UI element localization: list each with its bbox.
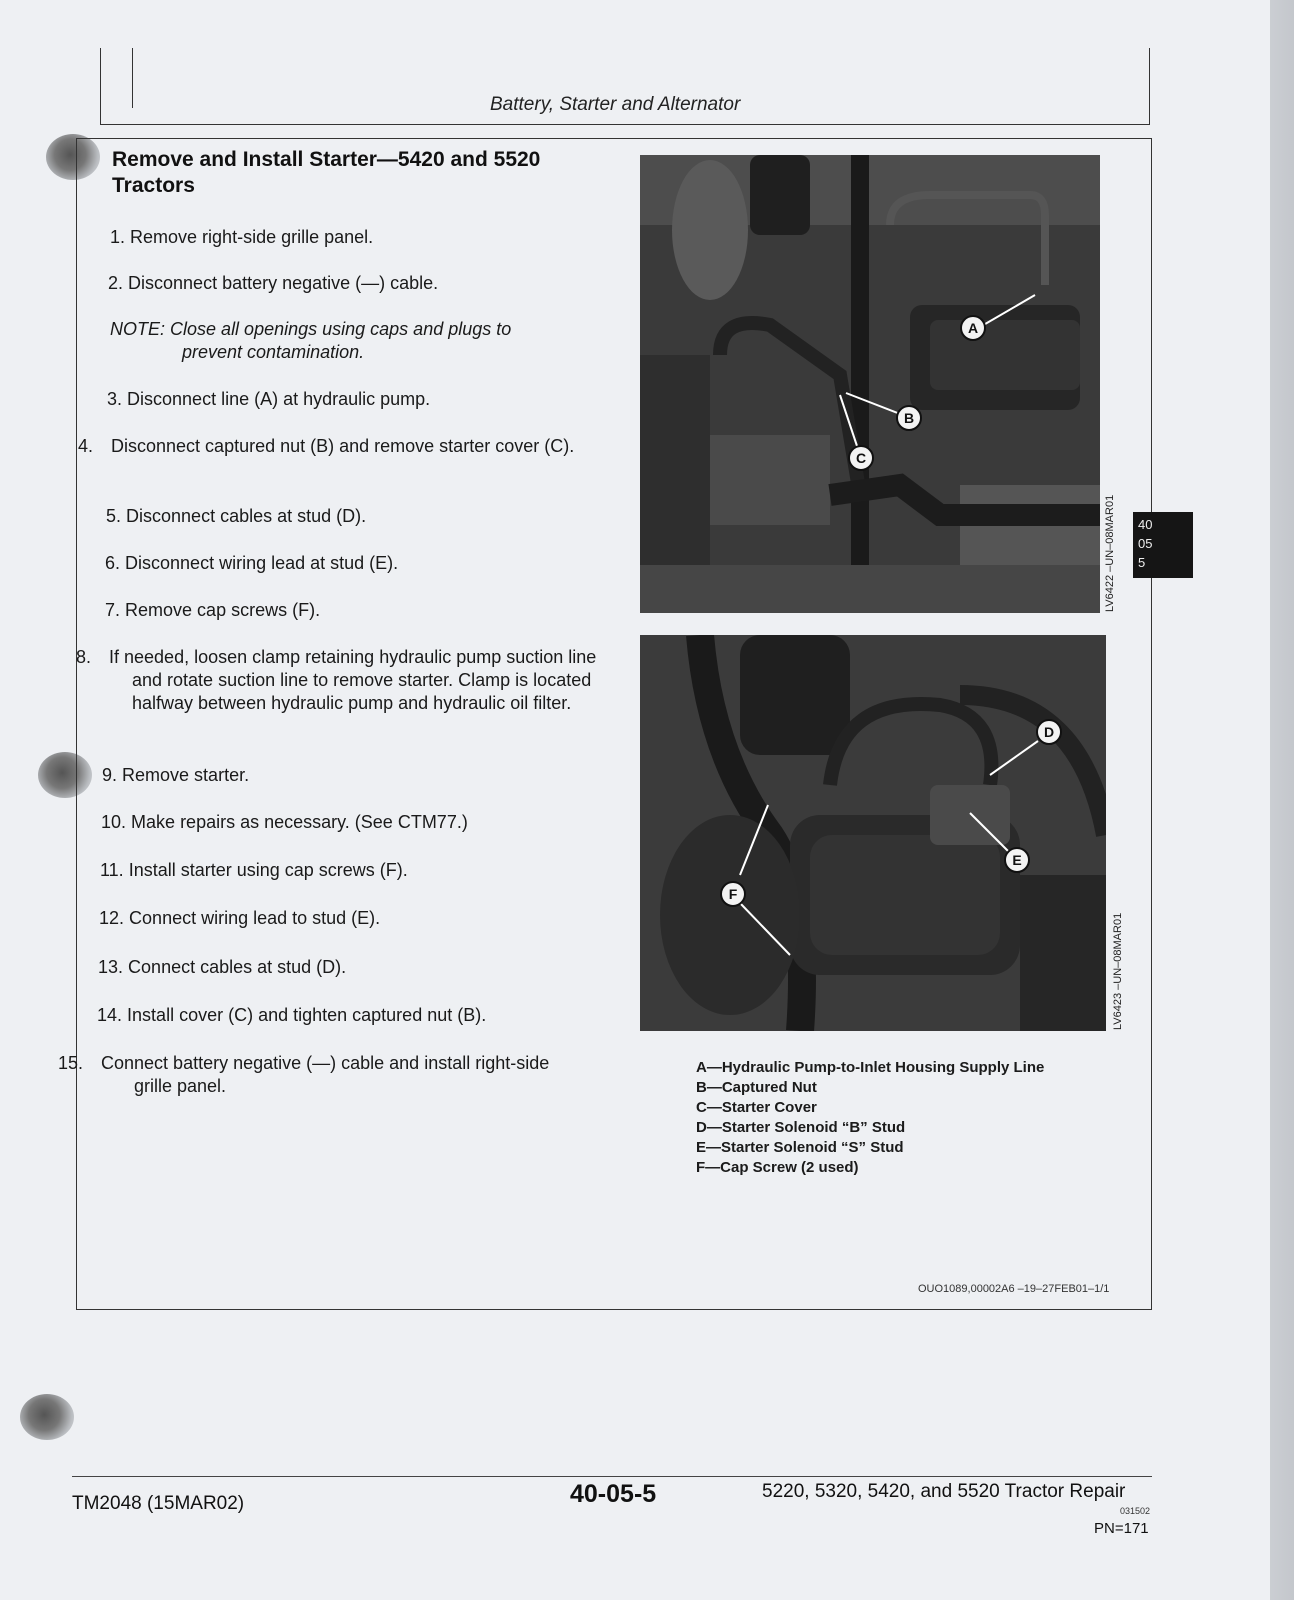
legend-item-d: D—Starter Solenoid “B” Stud bbox=[696, 1119, 906, 1136]
step-1: 1. Remove right-side grille panel. bbox=[110, 227, 374, 247]
footer-date-code: 031502 bbox=[1120, 1506, 1151, 1516]
section-title: Remove and Install Starter—5420 and 5520 Tractors bbox=[112, 148, 541, 197]
step-15: 15. Connect battery negative (—) cable and install right-side grille panel. bbox=[58, 1053, 550, 1096]
note-label: NOTE: bbox=[110, 319, 166, 339]
step-11: 11. Install starter using cap screws (F). bbox=[100, 860, 408, 880]
step-3: 3. Disconnect line (A) at hydraulic pump. bbox=[107, 389, 431, 409]
step-4: 4. Disconnect captured nut (B) and remove starter cover (C). bbox=[78, 436, 575, 456]
running-head: Battery, Starter and Alternator bbox=[490, 94, 741, 115]
figure-bottom-leader-lines bbox=[640, 635, 1106, 1031]
figure-top-code: LV6422 –UN–08MAR01 bbox=[1104, 494, 1116, 612]
step-10: 10. Make repairs as necessary. (See CTM77.) bbox=[101, 812, 468, 832]
callout-c: C bbox=[848, 445, 874, 471]
callout-e: E bbox=[1004, 847, 1030, 873]
step-13: 13. Connect cables at stud (D). bbox=[98, 957, 347, 977]
step-7: 7. Remove cap screws (F). bbox=[105, 600, 321, 620]
step-14: 14. Install cover (C) and tighten captured nut (B). bbox=[97, 1005, 487, 1025]
tab-line-1: 40 bbox=[1138, 517, 1153, 532]
footer-manual-title: 5220, 5320, 5420, and 5520 Tractor Repair bbox=[762, 1481, 1126, 1502]
legend-item-b: B—Captured Nut bbox=[696, 1079, 817, 1096]
legend-item-e: E—Starter Solenoid “S” Stud bbox=[696, 1139, 904, 1156]
callout-f: F bbox=[720, 881, 746, 907]
callout-a: A bbox=[960, 315, 986, 341]
binder-hole-bottom bbox=[20, 1394, 74, 1440]
footer-pn: PN=171 bbox=[1094, 1520, 1149, 1537]
step-12: 12. Connect wiring lead to stud (E). bbox=[99, 908, 381, 928]
starter-photo-top bbox=[640, 155, 1100, 613]
note bbox=[110, 318, 630, 364]
legend-item-f: F—Cap Screw (2 used) bbox=[696, 1159, 859, 1176]
callout-b: B bbox=[896, 405, 922, 431]
page-number: 40-05-5 bbox=[570, 1480, 657, 1508]
figure-bottom-code: LV6423 –UN–08MAR01 bbox=[1112, 912, 1124, 1030]
legend-item-c: C—Starter Cover bbox=[696, 1099, 817, 1116]
step-2: 2. Disconnect battery negative (—) cable. bbox=[108, 273, 439, 293]
figure-top-leader-lines bbox=[640, 155, 1100, 613]
step-5: 5. Disconnect cables at stud (D). bbox=[106, 506, 367, 526]
header-divider bbox=[132, 48, 133, 108]
step-9: 9. Remove starter. bbox=[102, 765, 250, 785]
step-8: 8. If needed, loosen clamp retaining hydraulic pump suction line and rotate suction line to remove starter. Clamp is located halfway between hydraulic pump and hydraulic oil filter. bbox=[76, 647, 597, 713]
note-text-line2: prevent contamination. bbox=[182, 342, 365, 362]
starter-photo-bottom bbox=[640, 635, 1106, 1031]
section-tab bbox=[1133, 512, 1193, 578]
footer-manual-id: TM2048 (15MAR02) bbox=[72, 1493, 245, 1514]
note-text-line1: Close all openings using caps and plugs to bbox=[170, 319, 512, 339]
reference-code: OUO1089,00002A6 –19–27FEB01–1/1 bbox=[918, 1283, 1110, 1295]
tab-line-3: 5 bbox=[1138, 555, 1146, 570]
footer-rule bbox=[72, 1476, 1152, 1477]
step-6: 6. Disconnect wiring lead at stud (E). bbox=[105, 553, 399, 573]
tab-line-2: 05 bbox=[1138, 536, 1153, 551]
legend-item-a: A—Hydraulic Pump-to-Inlet Housing Supply Line bbox=[696, 1059, 1045, 1076]
callout-d: D bbox=[1036, 719, 1062, 745]
figure-legend bbox=[696, 1058, 1044, 1178]
